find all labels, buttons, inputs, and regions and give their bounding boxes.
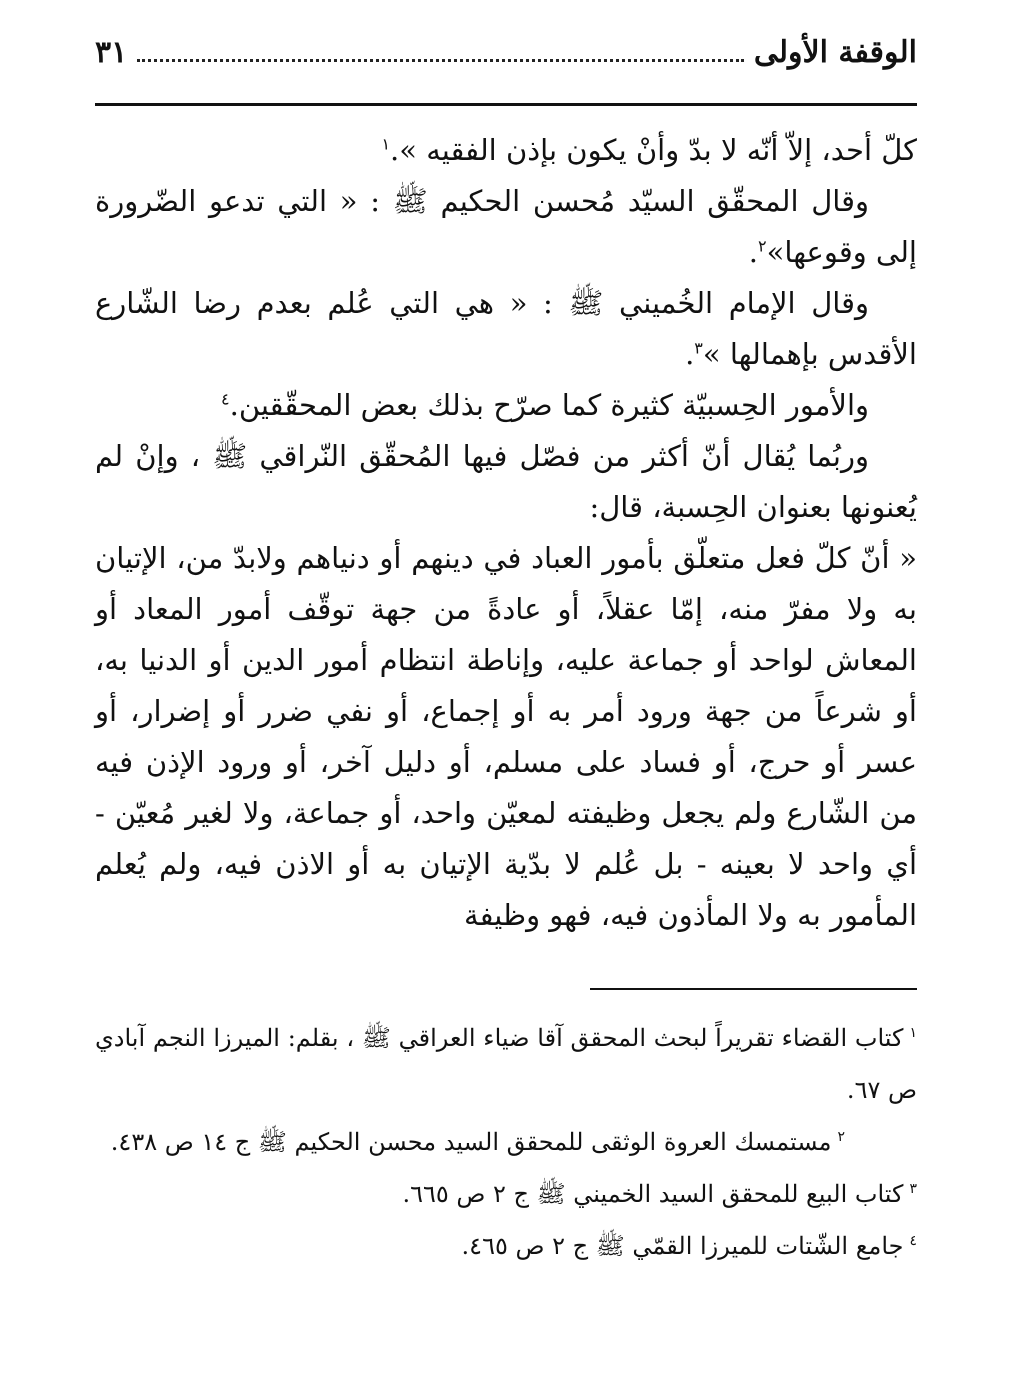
- footnote-ref-4: ٤: [221, 389, 230, 409]
- running-title: الوقفة الأولى: [753, 34, 917, 70]
- paragraph-2: وقال المحقّق السيّد مُحسن الحكيم ﷺ : « التي تدعو الضّرورة إلى وقوعها»$^٢$.: [95, 184, 917, 269]
- main-text: [95, 125, 917, 941]
- footnote-number: ٣: [909, 1181, 917, 1197]
- page-number: ٣١: [95, 34, 128, 70]
- paragraph-4: والأمور الحِسبيّة كثيرة كما صرّح بذلك بعض المحقّقين.$^٤$: [221, 388, 869, 422]
- footnote-2: $^٢$مستمسك العروة الوثقى للمحقق السيد محسن الحكيم ﷺ ج ١٤ ص ٤٣٨.: [110, 1128, 845, 1156]
- footnote-1: $^١$كتاب القضاء تقريراً لبحث المحقق آقا ضياء العراقي ﷺ ، بقلم: الميرزا النجم آبادي ص ٦٧.: [95, 1024, 917, 1104]
- footnote-ref-1: ١: [381, 134, 391, 154]
- paragraph-1: كلّ أحد، إلاّ أنّه لا بدّ وأنْ يكون بإذن الفقيه ».$^١$: [381, 133, 917, 167]
- header-dot-leader: [137, 59, 744, 62]
- paragraph-6-quote: « أنّ كلّ فعل متعلّق بأمور العباد في دينهم أو دنياهم ولابدّ من، الإتيان به ولا مفرّ منه، إمّا عقلاً، أو عادةً من جهة توقّف أمور المعاد أو المعاش لواحد أو جماعة عليه، وإناطة انتظام أمور الدين أو الدنيا به، أو شرعاً من جهة ورود أمر به أو إجماع، أو نفي ضرر أو إضرار، أو عسر أو حرج، أو فساد على مسلم، أو دليل آخر، أو ورود الإذن فيه من الشّارع ولم يجعل وظيفته لمعيّن واحد، أو جماعة، ولا لغير مُعيّن - أي واحد لا بعينه - بل عُلم لا بدّية الإتيان به أو الاذن فيه، ولم يُعلم المأمور به ولا المأذون فيه، فهو وظيفة: [95, 541, 917, 932]
- paragraph-3: وقال الإمام الخُميني ﷺ : « هي التي عُلم بعدم رضا الشّارع الأقدس بإهمالها »$^٣$.: [95, 286, 917, 371]
- paragraph-5: وربُما يُقال أنّ أكثر من فصّل فيها المُحقّق النّراقي ﷺ ، وإنْ لم يُعنونها بعنوان الحِسبة، قال:: [95, 439, 917, 524]
- footnote-3: $^٣$كتاب البيع للمحقق السيد الخميني ﷺ ج ٢ ص ٦٦٥.: [402, 1180, 917, 1208]
- page-header: [95, 28, 917, 76]
- footnote-number: ٤: [909, 1233, 917, 1249]
- footnote-4: $^٤$جامع الشّتات للميرزا القمّي ﷺ ج ٢ ص ٤٦٥.: [461, 1232, 917, 1260]
- footnote-separator: [590, 988, 917, 990]
- footnote-number: ١: [909, 1025, 917, 1041]
- header-rule: [95, 103, 917, 106]
- footnote-ref-3: ٣: [694, 338, 703, 358]
- footnote-number: ٢: [837, 1129, 845, 1145]
- footnotes: [95, 1012, 917, 1272]
- footnote-ref-2: ٢: [758, 236, 767, 256]
